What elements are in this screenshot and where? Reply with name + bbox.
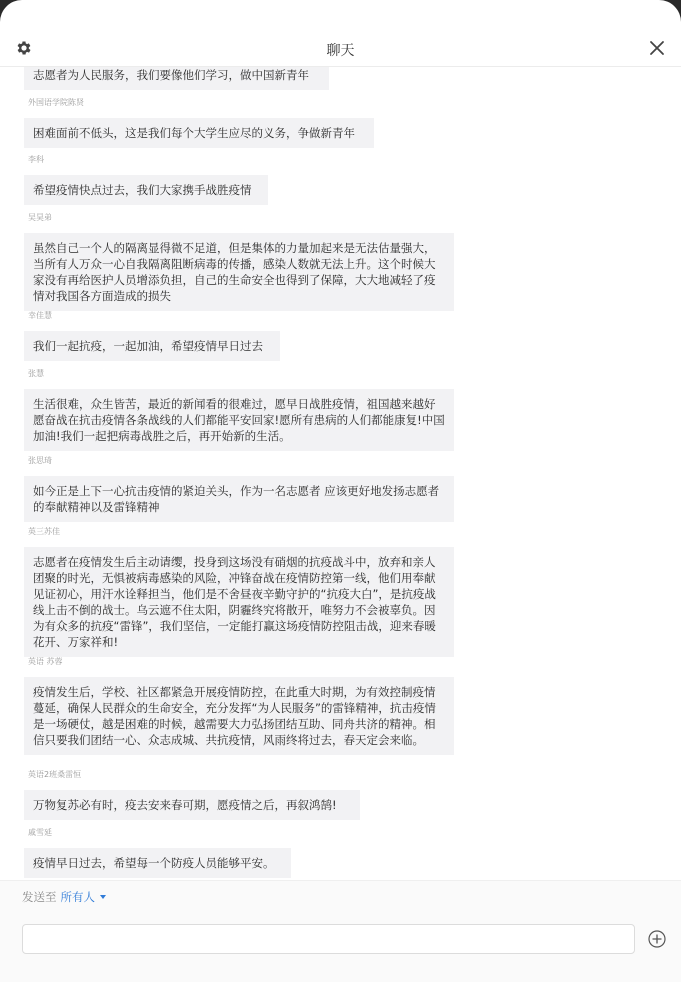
message-item bbox=[24, 212, 454, 311]
message-bubble: 志愿者为人民服务，我们要像他们学习，做中国新青年 bbox=[24, 60, 329, 90]
message-bubble: 生活很难，众生皆苦，最近的新闻看的很难过，愿早日战胜疫情，祖国越来越好愿奋战在抗击疫情各条战线的人们都能平安回家!愿所有患病的人们都能康复!中国加油!我们一起把病毒战胜之后，再开始新的生活。 bbox=[24, 389, 454, 451]
message-sender: 英三苏佳 bbox=[28, 527, 60, 536]
message-bubble: 疫情早日过去，希望每一个防疫人员能够平安。 bbox=[24, 848, 291, 878]
message-sender: 吴昊弟 bbox=[28, 213, 52, 222]
message-item bbox=[24, 455, 454, 522]
send-to-row bbox=[22, 889, 106, 905]
message-bubble: 万物复苏必有时，疫去安来春可期，愿疫情之后，再叙鸿鹄! bbox=[24, 790, 360, 820]
plus-circle-icon[interactable] bbox=[648, 930, 666, 948]
message-sender: 张慧 bbox=[28, 369, 44, 378]
recipient-dropdown[interactable] bbox=[61, 890, 107, 904]
message-sender: 外国语学院陈贤 bbox=[28, 98, 84, 107]
message-item bbox=[24, 526, 454, 657]
message-item bbox=[24, 769, 360, 820]
message-bubble: 志愿者在疫情发生后主动请缨，投身到这场没有硝烟的抗疫战斗中，放弃和亲人团聚的时光，无惧被病毒感染的风险，冲锋奋战在疫情防控第一线，他们用奉献见证初心，用汗水诠释担当，他们是不舍昼夜辛勤守护的“抗疫大白”，是抗疫战线上击不倒的战士。乌云遮不住太阳，阴霾终究将散开，唯努力不会被辜负。因为有众多的抗疫“雷锋”，我们坚信，一定能打赢这场疫情防控阻击战，迎来春暖花开、万家祥和! bbox=[24, 547, 454, 657]
caret-down-icon bbox=[100, 895, 106, 899]
message-input[interactable] bbox=[22, 924, 635, 954]
message-item bbox=[24, 154, 268, 205]
recipient-label: 所有人 bbox=[60, 890, 95, 904]
message-item bbox=[24, 827, 291, 878]
message-bubble: 虽然自己一个人的隔离显得微不足道，但是集体的力量加起来是无法估量强大，当所有人万众一心自我隔离阻断病毒的传播，感染人数就无法上升。这个时候大家没有再给医护人员增添负担，自己的生命安全也得到了保障，大大地减轻了疫情对我国各方面造成的损失 bbox=[24, 233, 454, 311]
message-sender: 戚雪延 bbox=[28, 828, 52, 837]
message-item bbox=[24, 656, 454, 755]
chat-header bbox=[0, 26, 681, 67]
message-sender: 李科 bbox=[28, 155, 44, 164]
message-bubble: 我们一起抗疫，一起加油，希望疫情早日过去 bbox=[24, 331, 280, 361]
message-sender: 英语2班桑雷恒 bbox=[28, 770, 82, 779]
message-list[interactable] bbox=[0, 60, 681, 880]
chat-title: 聊天 bbox=[326, 43, 355, 59]
message-bubble: 希望疫情快点过去，我们大家携手战胜疫情 bbox=[24, 175, 268, 205]
message-bubble: 困难面前不低头，这是我们每个大学生应尽的义务，争做新青年 bbox=[24, 118, 374, 148]
close-icon[interactable] bbox=[649, 40, 665, 56]
message-sender: 张思琦 bbox=[28, 456, 52, 465]
message-sender: 英语 苏蓉 bbox=[28, 657, 63, 666]
message-bubble: 如今正是上下一心抗击疫情的紧迫关头，作为一名志愿者 应该更好地发扬志愿者的奉献精神以及雷锋精神 bbox=[24, 476, 454, 522]
message-sender: 幸佳慧 bbox=[28, 311, 52, 320]
message-item bbox=[24, 97, 374, 148]
message-item bbox=[24, 310, 280, 361]
message-item bbox=[24, 368, 454, 451]
composer bbox=[0, 880, 681, 982]
send-to-label: 发送至 bbox=[22, 890, 57, 904]
message-bubble: 疫情发生后，学校、社区都紧急开展疫情防控，在此重大时期，为有效控制疫情蔓延，确保人民群众的生命安全，充分发挥“为人民服务”的雷锋精神，抗击疫情是一场硬仗，越是困难的时候，越需要大力弘扬团结互助、同舟共济的精神。相信只要我们团结一心、众志成城、共抗疫情，风雨终将过去，春天定会来临。 bbox=[24, 677, 454, 755]
